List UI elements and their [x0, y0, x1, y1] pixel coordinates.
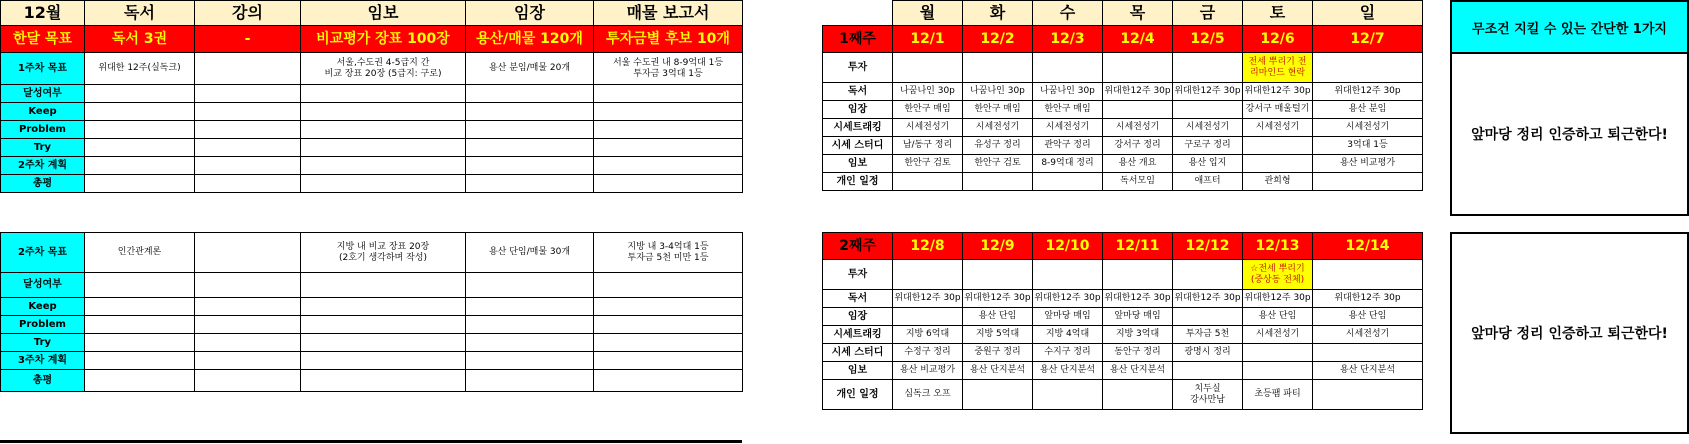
schedule-cell: 8-9억대 정리	[1033, 155, 1103, 173]
schedule-cell	[893, 260, 963, 290]
monthly-cell	[301, 273, 466, 298]
schedule-cell: 나꿈나인 30p	[1033, 83, 1103, 101]
schedule-cell: 수지구 정리	[1033, 344, 1103, 362]
monthly-row	[1, 233, 743, 273]
date-cell: 12/1	[893, 26, 963, 53]
monthly-cell	[301, 352, 466, 370]
monthly-cell: 지방 내 비교 장표 20장 (2호기 생각하며 작성)	[301, 233, 466, 273]
schedule-cell: 위대한12주 30p	[1313, 83, 1423, 101]
monthly-row	[1, 103, 743, 121]
monthly-cell	[594, 334, 743, 352]
monthly-cell	[466, 85, 594, 103]
schedule-cell	[1313, 344, 1423, 362]
monthly-cell	[594, 370, 743, 392]
monthly-cell	[195, 298, 301, 316]
schedule-cell	[963, 260, 1033, 290]
row-label: 2주차 계획	[1, 157, 85, 175]
monthly-cell	[301, 334, 466, 352]
schedule-cell: 시세전성기	[893, 119, 963, 137]
monthly-cell	[85, 352, 195, 370]
schedule-cell: 전세 뿌리기 전 리마인드 현락	[1243, 53, 1313, 83]
monthly-cell	[85, 298, 195, 316]
schedule-cell: 한안구 매임	[893, 101, 963, 119]
monthly-row	[1, 334, 743, 352]
monthly-cell	[85, 139, 195, 157]
monthly-row	[1, 316, 743, 334]
schedule-cell: 용산 입지	[1173, 155, 1243, 173]
row-label: 독서	[823, 290, 893, 308]
monthly-cell	[466, 175, 594, 193]
schedule-cell	[1243, 155, 1313, 173]
monthly-cell	[85, 370, 195, 392]
monthly-row	[1, 273, 743, 298]
row-label: 달성여부	[1, 273, 85, 298]
monthly-cell	[85, 175, 195, 193]
schedule-cell: 시세전성기	[1243, 119, 1313, 137]
schedule-row	[823, 173, 1423, 191]
schedule-row	[823, 260, 1423, 290]
schedule-row	[823, 380, 1423, 410]
goal-cell: 비교평가 장표 100장	[301, 26, 466, 53]
schedule-cell	[1033, 260, 1103, 290]
day-header-thu: 목	[1103, 1, 1173, 26]
schedule-cell: 나꿈나인 30p	[893, 83, 963, 101]
schedule-cell: 시세전성기	[1173, 119, 1243, 137]
side-title-text: 무조건 지킬 수 있는 간단한 1가지	[1472, 21, 1667, 37]
day-header-sat: 토	[1243, 1, 1313, 26]
monthly-cell: 인간관계론	[85, 233, 195, 273]
schedule-cell	[1313, 380, 1423, 410]
date-row	[823, 26, 1423, 53]
monthly-cell: 서울,수도권 4-5급지 간 비교 장표 20장 (5급지: 구로)	[301, 53, 466, 85]
schedule-cell	[893, 53, 963, 83]
monthly-cell	[594, 352, 743, 370]
monthly-cell	[195, 370, 301, 392]
monthly-cell	[466, 139, 594, 157]
monthly-cell: 위대한 12주(실독크)	[85, 53, 195, 85]
monthly-row	[1, 370, 743, 392]
schedule-cell: 위대한12주 30p	[1313, 290, 1423, 308]
schedule-row	[823, 101, 1423, 119]
monthly-cell	[195, 139, 301, 157]
schedule-cell: 위대한12주 30p	[1103, 290, 1173, 308]
schedule-cell: 용산 단임	[1313, 308, 1423, 326]
schedule-cell: 투자금 5천	[1173, 326, 1243, 344]
monthly-cell	[301, 298, 466, 316]
row-label: Keep	[1, 298, 85, 316]
monthly-cell: 서울 수도권 내 8-9억대 1등 투자금 3억대 1등	[594, 53, 743, 85]
schedule-cell: 강서구 정리	[1103, 137, 1173, 155]
row-label: 임보	[823, 362, 893, 380]
day-header-mon: 월	[893, 1, 963, 26]
row-label: 독서	[823, 83, 893, 101]
col-header-lecture: 강의	[195, 1, 301, 26]
schedule-row	[823, 344, 1423, 362]
date-cell: 12/7	[1313, 26, 1423, 53]
monthly-cell	[85, 157, 195, 175]
date-cell: 12/5	[1173, 26, 1243, 53]
monthly-cell: 용산 분임/매물 20개	[466, 53, 594, 85]
monthly-cell	[466, 316, 594, 334]
schedule-cell	[1103, 101, 1173, 119]
schedule-cell: 한안구 검토	[963, 155, 1033, 173]
row-label: 달성여부	[1, 85, 85, 103]
monthly-cell	[594, 273, 743, 298]
monthly-cell	[466, 370, 594, 392]
schedule-cell: 시세전성기	[1313, 326, 1423, 344]
schedule-cell: 나꿈나인 30p	[963, 83, 1033, 101]
schedule-row	[823, 308, 1423, 326]
schedule-cell: 강서구 매울털기	[1243, 101, 1313, 119]
monthly-cell	[85, 273, 195, 298]
schedule-cell: 시세전성기	[1313, 119, 1423, 137]
schedule-row	[823, 53, 1423, 83]
day-header-sun: 일	[1313, 1, 1423, 26]
monthly-cell	[85, 316, 195, 334]
schedule-cell	[1243, 362, 1313, 380]
schedule-cell: 지방 5억대	[963, 326, 1033, 344]
monthly-cell	[466, 273, 594, 298]
schedule-cell: 위대한12주 30p	[963, 290, 1033, 308]
row-label: 2주차 목표	[1, 233, 85, 273]
weekly-schedule-week1	[822, 0, 1423, 191]
day-header-row	[823, 1, 1423, 26]
schedule-cell: 용산 비교평가	[893, 362, 963, 380]
monthly-cell	[195, 273, 301, 298]
monthly-cell	[466, 121, 594, 139]
schedule-cell: 위대한12주 30p	[1033, 290, 1103, 308]
blank-corner	[823, 1, 893, 26]
schedule-cell: 용산 단지분석	[1103, 362, 1173, 380]
monthly-cell	[195, 157, 301, 175]
schedule-cell: 앞마당 매임	[1033, 308, 1103, 326]
schedule-cell: 관희형	[1243, 173, 1313, 191]
monthly-cell	[466, 334, 594, 352]
schedule-row	[823, 83, 1423, 101]
monthly-cell	[85, 103, 195, 121]
row-label: 3주차 계획	[1, 352, 85, 370]
schedule-cell: 심독크 오프	[893, 380, 963, 410]
monthly-cell	[195, 85, 301, 103]
row-label: 시세트래킹	[823, 119, 893, 137]
schedule-cell: 중원구 정리	[963, 344, 1033, 362]
date-cell: 12/11	[1103, 233, 1173, 260]
monthly-cell: 지방 내 3-4억대 1등 투자금 5천 미만 1등	[594, 233, 743, 273]
date-cell: 12/3	[1033, 26, 1103, 53]
row-label: 임장	[823, 101, 893, 119]
day-header-wed: 수	[1033, 1, 1103, 26]
monthly-cell	[594, 175, 743, 193]
goal-cell: 용산/매물 120개	[466, 26, 594, 53]
goal-cell: -	[195, 26, 301, 53]
goal-row-label: 한달 목표	[1, 26, 85, 53]
schedule-row	[823, 137, 1423, 155]
row-label: Problem	[1, 121, 85, 139]
schedule-row	[823, 119, 1423, 137]
row-label: 개인 일정	[823, 380, 893, 410]
monthly-cell	[195, 53, 301, 85]
schedule-cell	[1033, 173, 1103, 191]
schedule-cell: 용산 단임	[963, 308, 1033, 326]
month-label: 12월	[1, 1, 85, 26]
schedule-cell	[1173, 53, 1243, 83]
schedule-cell: 관악구 정리	[1033, 137, 1103, 155]
date-cell: 12/14	[1313, 233, 1423, 260]
monthly-cell	[301, 157, 466, 175]
schedule-row	[823, 290, 1423, 308]
schedule-cell: 용산 단지분석	[1033, 362, 1103, 380]
schedule-cell: 광명시 정리	[1173, 344, 1243, 362]
monthly-cell	[195, 175, 301, 193]
month-header-row	[1, 1, 743, 26]
monthly-cell	[195, 121, 301, 139]
motto-box-week1	[1450, 52, 1689, 216]
monthly-cell	[195, 334, 301, 352]
schedule-cell: 위대한12주 30p	[1173, 83, 1243, 101]
schedule-cell	[1103, 53, 1173, 83]
schedule-cell: 지방 6억대	[893, 326, 963, 344]
motto-text-week1: 앞마당 정리 인증하고 퇴근한다!	[1471, 127, 1668, 143]
monthly-cell	[195, 352, 301, 370]
monthly-cell: 용산 단임/매물 30개	[466, 233, 594, 273]
monthly-cell	[301, 316, 466, 334]
monthly-row	[1, 53, 743, 85]
schedule-row	[823, 326, 1423, 344]
schedule-cell: 위대한12주 30p	[1173, 290, 1243, 308]
schedule-cell: 3억대 1등	[1313, 137, 1423, 155]
monthly-cell	[466, 103, 594, 121]
motto-text-week2: 앞마당 정리 인증하고 퇴근한다!	[1471, 326, 1668, 342]
schedule-cell: 초등팸 파티	[1243, 380, 1313, 410]
row-label: 임장	[823, 308, 893, 326]
schedule-cell: 지방 4억대	[1033, 326, 1103, 344]
weekly-schedule-week2	[822, 232, 1423, 410]
monthly-cell	[594, 157, 743, 175]
schedule-cell: ☆전세 뿌리기 (중상동 전체)	[1243, 260, 1313, 290]
row-label: 임보	[823, 155, 893, 173]
monthly-row	[1, 157, 743, 175]
monthly-row	[1, 85, 743, 103]
motto-box-week2	[1450, 232, 1689, 434]
schedule-cell	[1173, 101, 1243, 119]
schedule-cell	[1033, 380, 1103, 410]
row-label: Keep	[1, 103, 85, 121]
schedule-cell	[1033, 53, 1103, 83]
schedule-cell: 용산 단임	[1243, 308, 1313, 326]
monthly-cell	[195, 233, 301, 273]
col-header-listing-report: 매물 보고서	[594, 1, 743, 26]
date-cell: 12/8	[893, 233, 963, 260]
schedule-cell: 유성구 정리	[963, 137, 1033, 155]
schedule-row	[823, 155, 1423, 173]
schedule-cell	[1313, 173, 1423, 191]
schedule-cell: 위대한12주 30p	[1243, 290, 1313, 308]
schedule-cell: 수정구 정리	[893, 344, 963, 362]
monthly-goal-table-week2	[0, 232, 743, 392]
monthly-cell	[301, 175, 466, 193]
monthly-cell	[85, 85, 195, 103]
row-label: 개인 일정	[823, 173, 893, 191]
schedule-cell	[1173, 308, 1243, 326]
schedule-cell: 남/동구 정리	[893, 137, 963, 155]
schedule-cell: 애프터	[1173, 173, 1243, 191]
schedule-cell: 위대한12주 30p	[893, 290, 963, 308]
schedule-cell	[1313, 53, 1423, 83]
day-header-tue: 화	[963, 1, 1033, 26]
row-label: 투자	[823, 53, 893, 83]
monthly-cell	[85, 121, 195, 139]
col-header-report: 임보	[301, 1, 466, 26]
schedule-cell	[893, 308, 963, 326]
date-cell: 12/4	[1103, 26, 1173, 53]
schedule-cell: 시세전성기	[963, 119, 1033, 137]
schedule-row	[823, 362, 1423, 380]
week-label: 1째주	[823, 26, 893, 53]
row-label: 시세 스터디	[823, 137, 893, 155]
schedule-cell: 용산 단지분석	[963, 362, 1033, 380]
schedule-cell: 용산 단지분석	[1313, 362, 1423, 380]
schedule-cell	[1243, 137, 1313, 155]
day-header-fri: 금	[1173, 1, 1243, 26]
monthly-row	[1, 352, 743, 370]
schedule-cell: 용산 개요	[1103, 155, 1173, 173]
schedule-cell: 독서모임	[1103, 173, 1173, 191]
monthly-cell	[466, 298, 594, 316]
monthly-cell	[195, 103, 301, 121]
schedule-cell: 시세전성기	[1103, 119, 1173, 137]
schedule-cell: 한안구 검토	[893, 155, 963, 173]
schedule-cell: 시세전성기	[1033, 119, 1103, 137]
schedule-cell	[1313, 260, 1423, 290]
schedule-cell	[1243, 344, 1313, 362]
row-label: Problem	[1, 316, 85, 334]
monthly-row	[1, 139, 743, 157]
schedule-cell	[1103, 380, 1173, 410]
monthly-cell	[594, 103, 743, 121]
monthly-cell	[466, 352, 594, 370]
schedule-cell	[1103, 260, 1173, 290]
monthly-cell	[466, 157, 594, 175]
schedule-cell	[893, 173, 963, 191]
monthly-cell	[195, 316, 301, 334]
schedule-cell: 지방 3억대	[1103, 326, 1173, 344]
monthly-row	[1, 175, 743, 193]
schedule-cell	[1173, 260, 1243, 290]
monthly-cell	[301, 121, 466, 139]
monthly-cell	[301, 370, 466, 392]
schedule-cell: 용산 비교평가	[1313, 155, 1423, 173]
schedule-cell	[963, 173, 1033, 191]
monthly-cell	[594, 121, 743, 139]
row-label: 총평	[1, 370, 85, 392]
col-header-site-visit: 임장	[466, 1, 594, 26]
schedule-cell: 위대한12주 30p	[1103, 83, 1173, 101]
schedule-cell: 치두실 강사만남	[1173, 380, 1243, 410]
goal-cell: 독서 3권	[85, 26, 195, 53]
row-label: Try	[1, 139, 85, 157]
monthly-cell	[594, 298, 743, 316]
schedule-cell: 앞마당 매임	[1103, 308, 1173, 326]
monthly-cell	[594, 139, 743, 157]
schedule-cell: 위대한12주 30p	[1243, 83, 1313, 101]
date-cell: 12/13	[1243, 233, 1313, 260]
monthly-goal-row	[1, 26, 743, 53]
monthly-cell	[301, 85, 466, 103]
date-cell: 12/9	[963, 233, 1033, 260]
row-label: Try	[1, 334, 85, 352]
goal-cell: 투자금별 후보 10개	[594, 26, 743, 53]
row-label: 시세트래킹	[823, 326, 893, 344]
side-title-box	[1450, 0, 1689, 54]
monthly-cell	[301, 103, 466, 121]
schedule-cell	[963, 380, 1033, 410]
week-label: 2째주	[823, 233, 893, 260]
schedule-cell	[1173, 362, 1243, 380]
schedule-cell	[963, 53, 1033, 83]
monthly-cell	[594, 316, 743, 334]
monthly-goal-table-week1	[0, 0, 743, 193]
row-label: 시세 스터디	[823, 344, 893, 362]
date-row	[823, 233, 1423, 260]
schedule-cell: 시세전성기	[1243, 326, 1313, 344]
row-label: 투자	[823, 260, 893, 290]
schedule-cell: 한안구 매임	[963, 101, 1033, 119]
monthly-row	[1, 298, 743, 316]
monthly-cell	[301, 139, 466, 157]
date-cell: 12/2	[963, 26, 1033, 53]
bottom-border-line	[0, 440, 742, 443]
row-label: 1주차 목표	[1, 53, 85, 85]
schedule-cell: 동안구 정리	[1103, 344, 1173, 362]
monthly-row	[1, 121, 743, 139]
monthly-cell	[594, 85, 743, 103]
row-label: 총평	[1, 175, 85, 193]
monthly-cell	[85, 334, 195, 352]
schedule-cell: 한안구 매임	[1033, 101, 1103, 119]
schedule-cell: 구로구 정리	[1173, 137, 1243, 155]
col-header-reading: 독서	[85, 1, 195, 26]
date-cell: 12/10	[1033, 233, 1103, 260]
date-cell: 12/6	[1243, 26, 1313, 53]
date-cell: 12/12	[1173, 233, 1243, 260]
schedule-cell: 용산 분임	[1313, 101, 1423, 119]
